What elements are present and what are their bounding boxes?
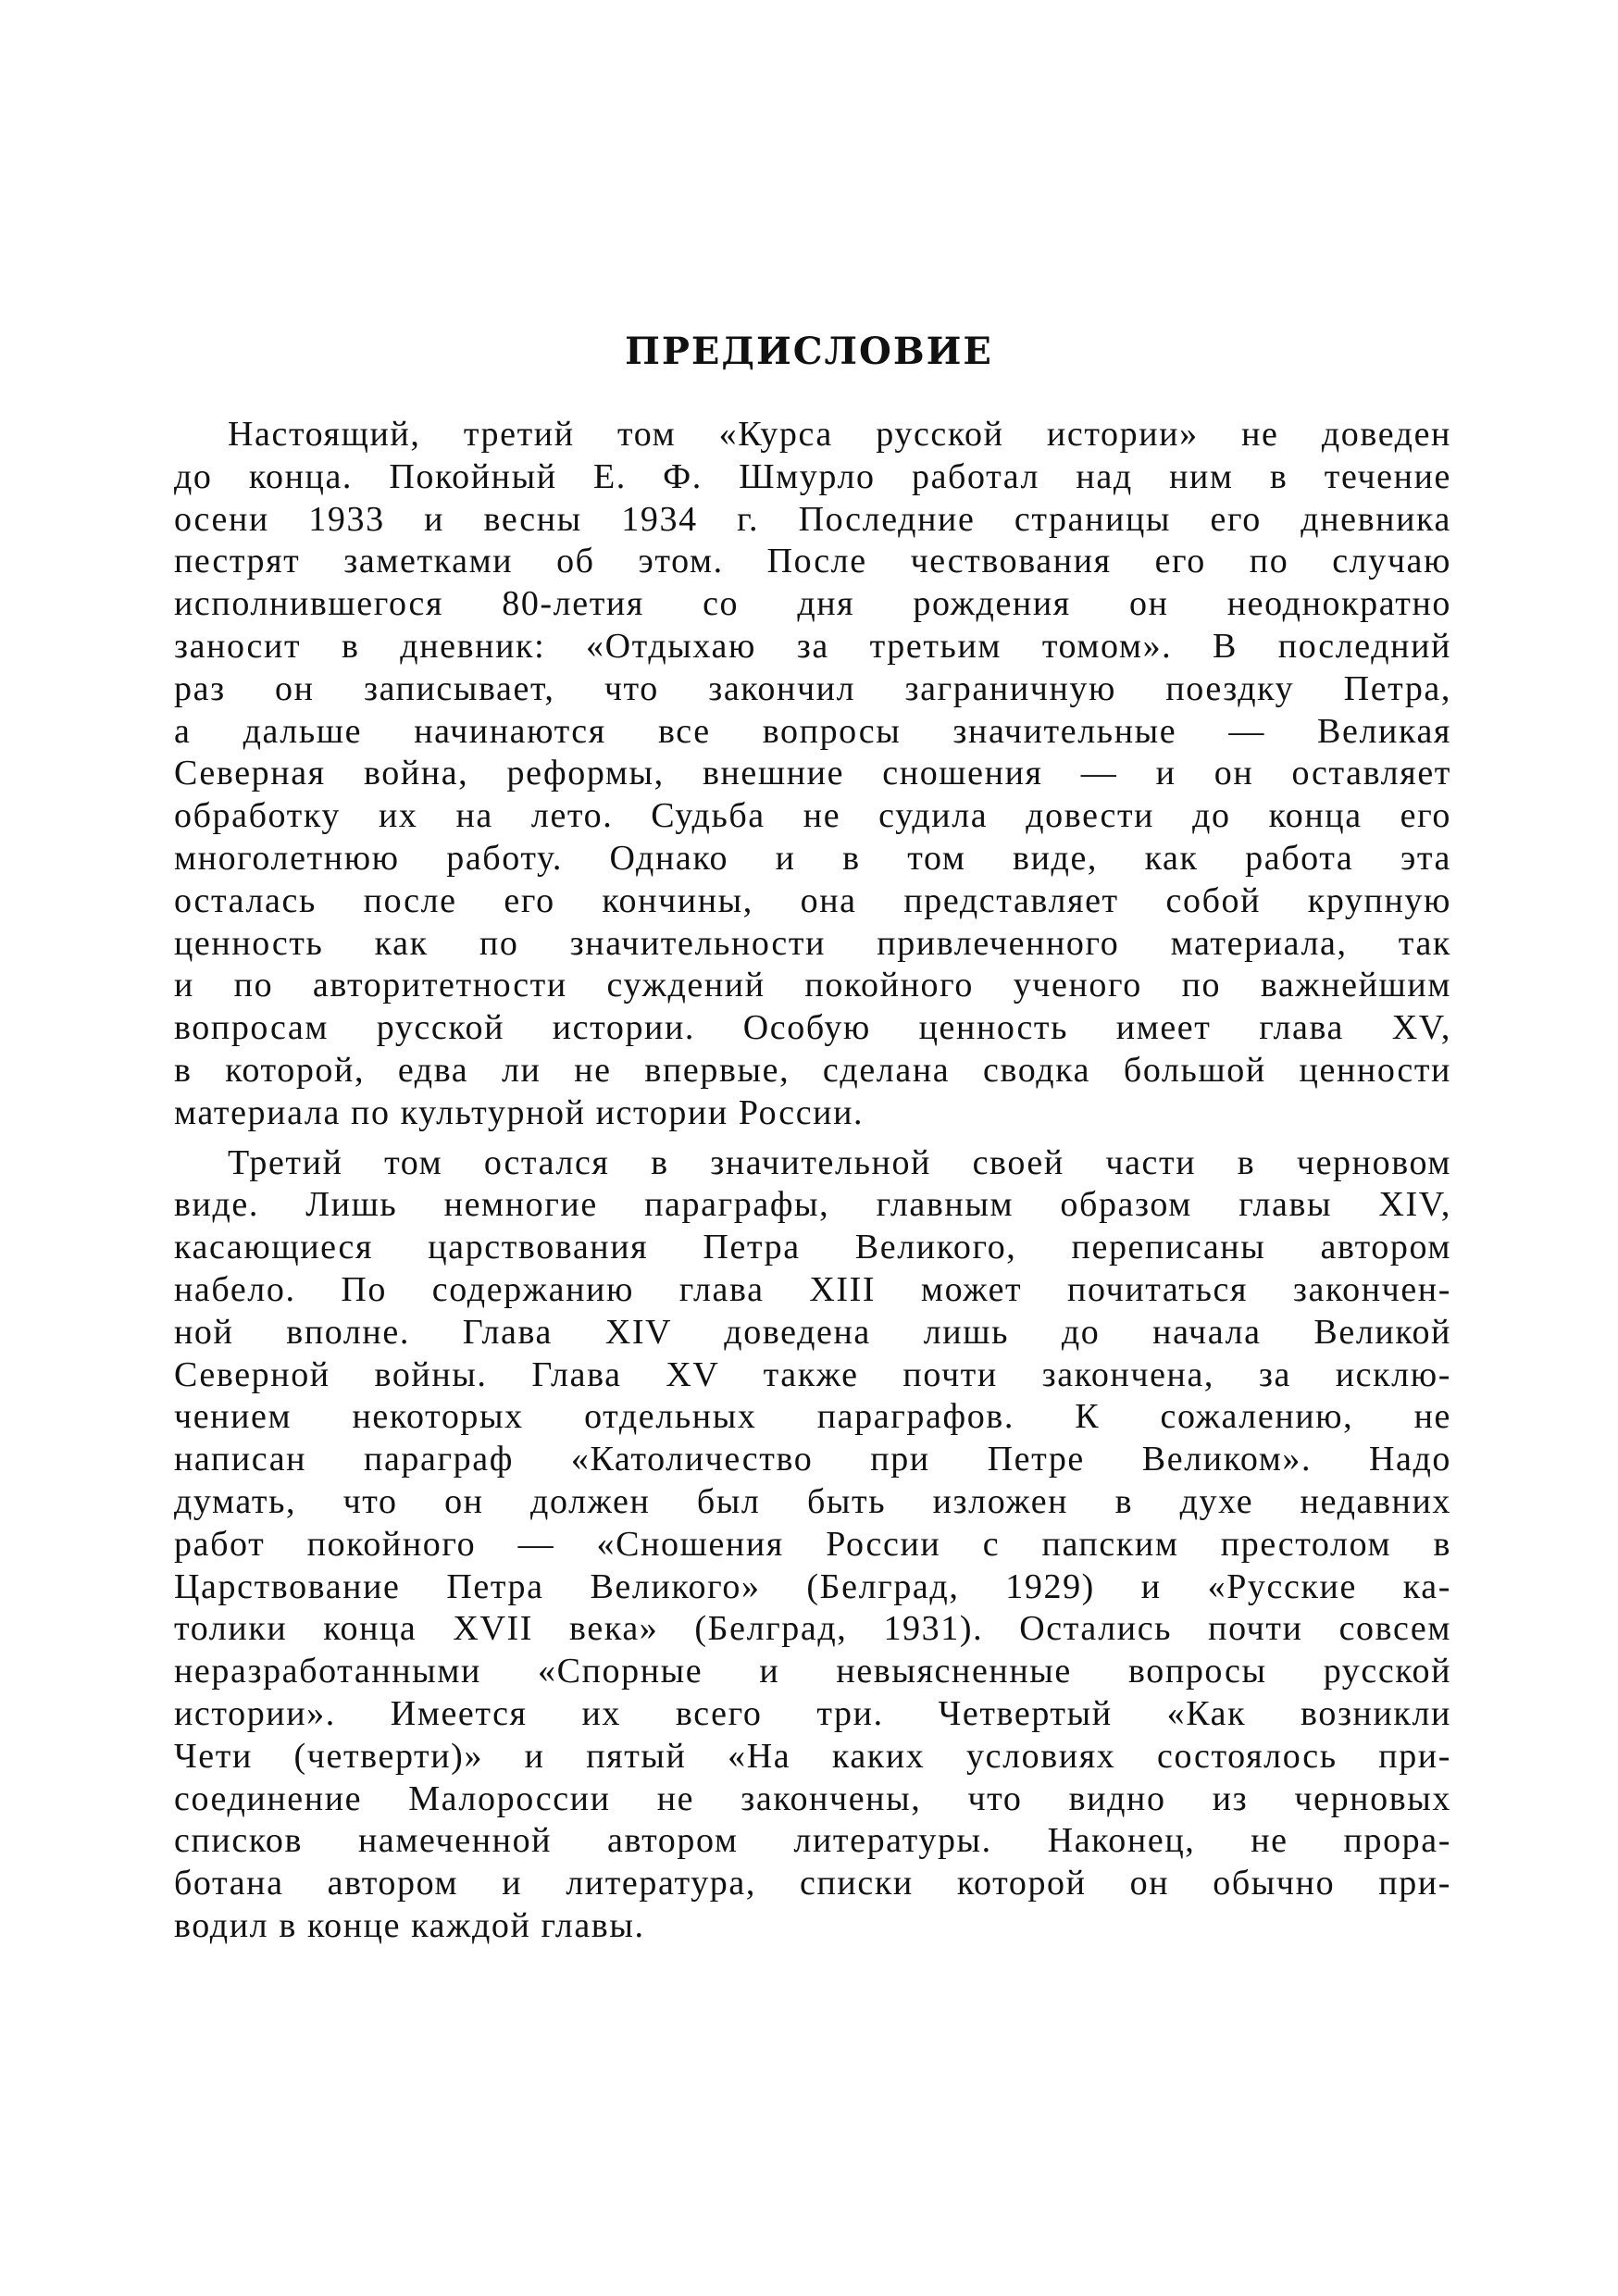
text-line: списков намеченной автором литературы. Наконец, не прора- [174, 1821, 1451, 1861]
text-line: неразработанными «Спорные и невыясненные вопросы русской [174, 1652, 1451, 1691]
text-line: раз он записывает, что закончил заграничную поездку Петра, [174, 668, 1451, 708]
page-title: ПРЕДИСЛОВИЕ [625, 330, 993, 373]
text-line: виде. Лишь немногие параграфы, главным образом главы XIV, [174, 1185, 1451, 1225]
paragraph-2 [174, 1142, 1451, 1948]
text-line: истории». Имеется их всего три. Четвертый «Как возникли [174, 1693, 1451, 1733]
text-line: толики конца XVII века» (Белград, 1931). Остались почти совсем [174, 1609, 1451, 1649]
text-line: Чети (четверти)» и пятый «На каких условиях состоялось при- [174, 1736, 1451, 1776]
text-line: касающиеся царствования Петра Великого, переписаны автором [174, 1228, 1451, 1267]
text-line: водил в конце каждой главы. [174, 1905, 645, 1945]
text-line: и по авторитетности суждений покойного ученого по важнейшим [174, 966, 1451, 1005]
text-line: работ покойного — «Сношения России с папским престолом в [174, 1524, 1451, 1564]
text-line: Царствование Петра Великого» (Белград, 1929) и «Русские ка- [174, 1566, 1451, 1606]
text-line: вопросам русской истории. Особую ценность имеет глава XV, [174, 1008, 1451, 1048]
text-line: Настоящий, третий том «Курса русской истории» не доведен [228, 415, 1451, 454]
text-line: в которой, едва ли не впервые, сделана сводка большой ценности [174, 1050, 1451, 1090]
text-line: исполнившегося 80-летия со дня рождения он неоднократно [174, 584, 1451, 624]
text-line: Северной войны. Глава XV также почти закончена, за исклю- [174, 1354, 1451, 1394]
text-line: ботана автором и литература, списки которой он обычно при- [174, 1864, 1451, 1903]
text-line: до конца. Покойный Е. Ф. Шмурло работал над ним в течение [174, 456, 1451, 496]
paragraph-1 [174, 414, 1451, 1135]
text-line: материала по культурной истории России. [174, 1092, 865, 1132]
text-line: ценность как по значительности привлеченного материала, так [174, 923, 1451, 963]
text-line: написан параграф «Католичество при Петре Великом». Надо [174, 1440, 1451, 1479]
text-line: пестрят заметками об этом. После чествования его по случаю [174, 542, 1451, 581]
preface-body [174, 414, 1451, 1948]
text-line: обработку их на лето. Судьба не судила довести до конца его [174, 796, 1451, 836]
text-line: соединение Малороссии не закончены, что видно из черновых [174, 1778, 1451, 1818]
text-line: Северная война, реформы, внешние сношения — и он оставляет [174, 754, 1451, 793]
text-line: осталась после его кончины, она представляет собой крупную [174, 880, 1451, 920]
text-line: ной вполне. Глава XIV доведена лишь до начала Великой [174, 1312, 1451, 1352]
text-line: Третий том остался в значительной своей части в черновом [228, 1142, 1451, 1182]
text-line: многолетнюю работу. Однако и в том виде, как работа эта [174, 838, 1451, 878]
text-line: а дальше начинаются все вопросы значительные — Великая [174, 711, 1451, 751]
text-line: чением некоторых отдельных параграфов. К сожалению, не [174, 1397, 1451, 1437]
text-line: заносит в дневник: «Отдыхаю за третьим томом». В последний [174, 626, 1451, 666]
text-line: думать, что он должен был быть изложен в духе недавних [174, 1481, 1451, 1521]
text-line: осени 1933 и весны 1934 г. Последние страницы его дневника [174, 499, 1451, 539]
text-line: набело. По содержанию глава XIII может почитаться закончен- [174, 1269, 1451, 1309]
